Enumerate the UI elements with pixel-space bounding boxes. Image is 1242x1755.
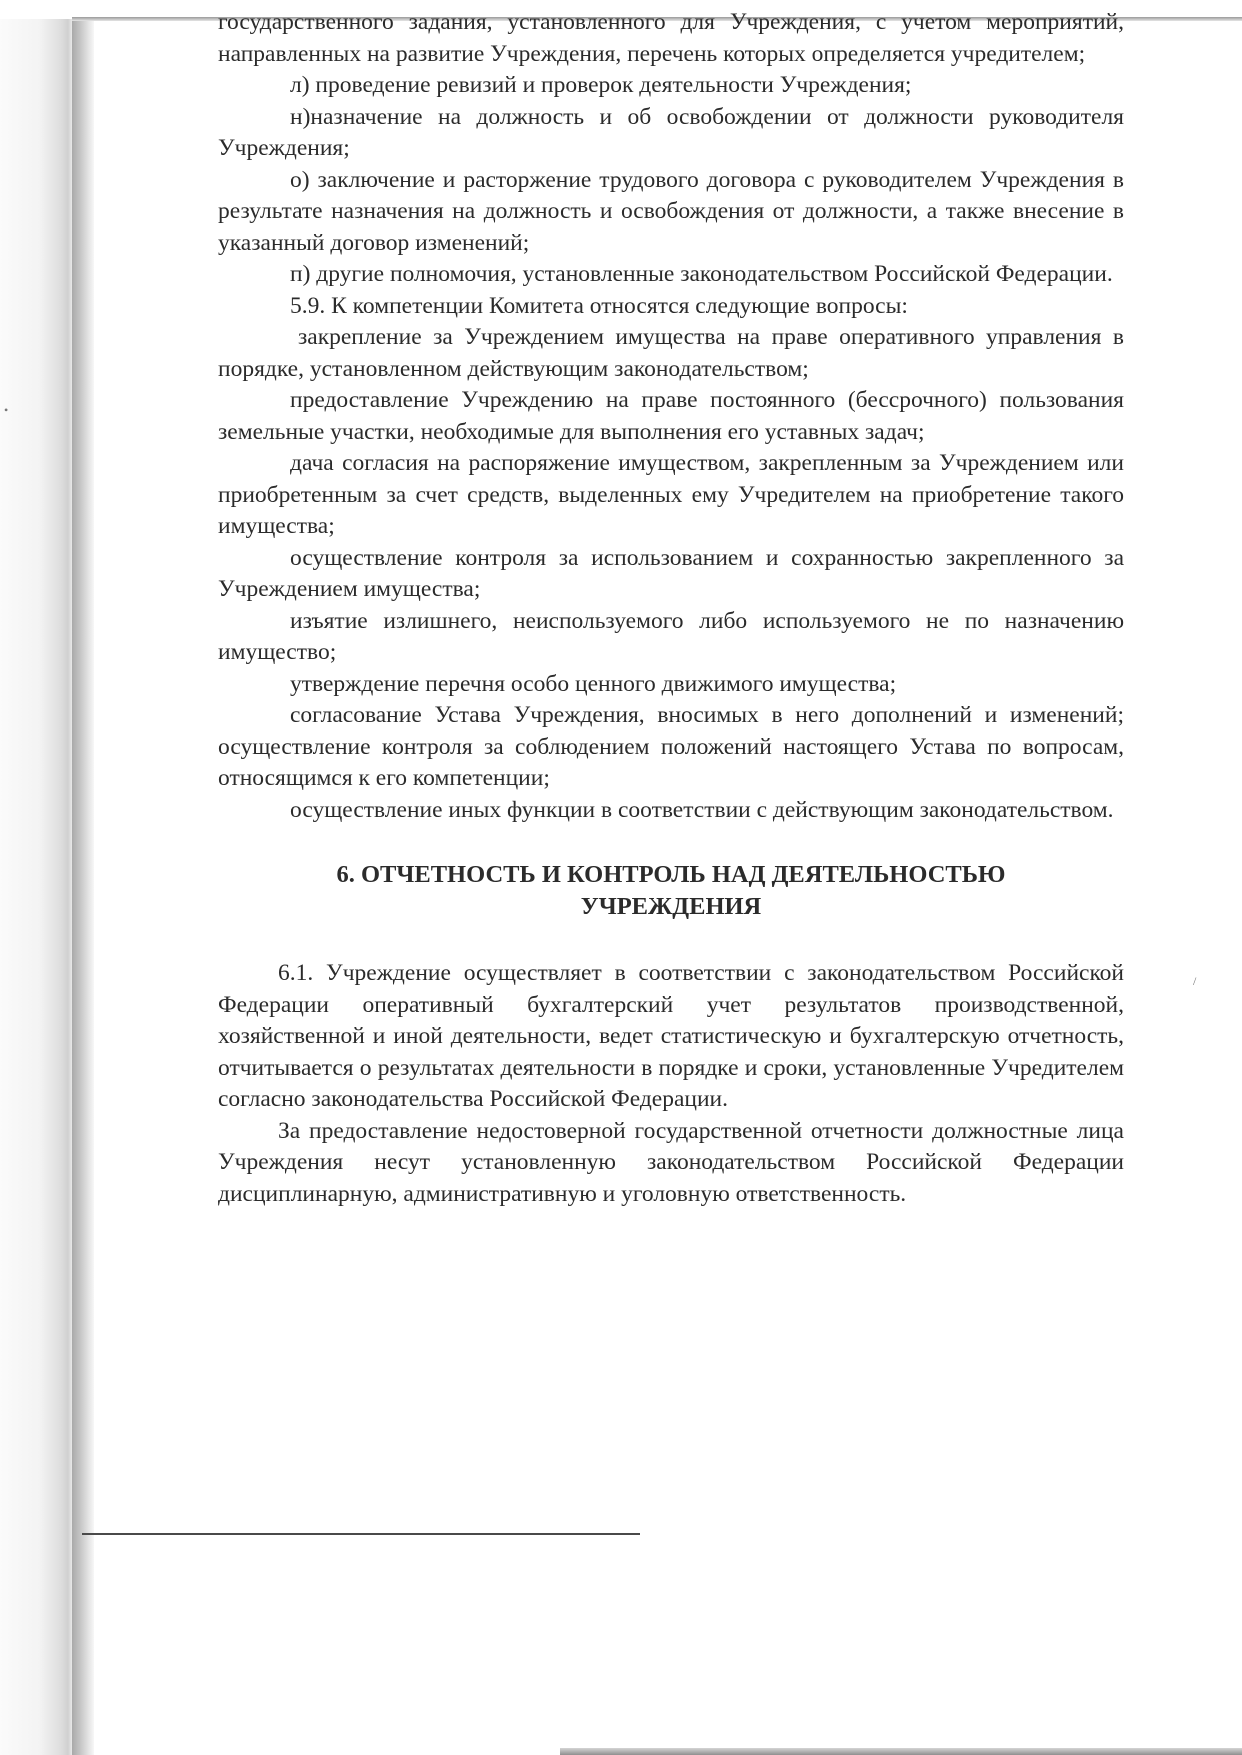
horizontal-rule [82,1533,640,1535]
paragraph: согласование Устава Учреждения, вносимых в него дополнений и изменений; осуществление контроля за соблюдением положений настоящего Устава по вопросам, относящимся к его компетенции; [218,702,1124,791]
paragraph: п) другие полномочия, установленные законодательством Российской Федерации. [290,261,1113,287]
paragraph: утверждение перечня особо ценного движимого имущества; [290,670,897,697]
scan-speck: • [4,403,9,417]
paragraph: н)назначение на должность и об освобождении от должности руководителя Учреждения; [218,103,1124,161]
paragraph: л) проведение ревизий и проверок деятельности Учреждения; [290,72,912,98]
scan-speck: / [1193,974,1197,988]
document-page [218,9,1124,1210]
paragraph: предоставление Учреждению на праве постоянного (бессрочного) пользования земельные участки, необходимые для выполнения его уставных задач; [218,387,1124,445]
scan-page-edge-shadow [72,19,94,1755]
section-heading [218,859,1124,922]
paragraph: о) заключение и расторжение трудового договора с руководителем Учреждения в результате назначения на должность и освобождения от должности, а также внесение в указанный договор изменений; [218,166,1124,256]
section-heading-line: 6. ОТЧЕТНОСТЬ И КОНТРОЛЬ НАД ДЕЯТЕЛЬНОСТЬЮ [336,861,1006,888]
scan-bottom-edge-shadow [560,1748,1242,1755]
paragraph: закрепление за Учреждением имущества на праве оперативного управления в порядке, установленном действующим законодательством; [218,324,1124,382]
paragraph: дача согласия на распоряжение имуществом, закрепленным за Учреждением или приобретенным за счет средств, выделенных ему Учредителем на приобретение такого имущества; [218,450,1124,539]
paragraph: государственного задания, установленного для Учреждения, с учетом мероприятий, направленных на развитие Учреждения, перечень которых определяется учредителем; [218,9,1124,67]
paragraph: осуществление иных функции в соответствии с действующим законодательством. [290,796,1114,823]
paragraph: 5.9. К компетенции Комитета относятся следующие вопросы: [290,292,908,319]
scan-left-margin [0,19,72,1755]
paragraph: 6.1. Учреждение осуществляет в соответствии с законодательством Российской Федерации оперативный бухгалтерский учет результатов производственной, хозяйственной и иной деятельности, ведет статистическую и бухгалтерскую отчетность, отчитывается о результатах деятельности в порядке и сроки, установленные Учредителем согласно законодательства Российской Федерации. [218,960,1124,1112]
paragraph: осуществление контроля за использованием и сохранностью закрепленного за Учреждением имущества; [218,544,1124,602]
section-heading-line: УЧРЕЖДЕНИЯ [580,892,762,920]
paragraph: За предоставление недостоверной государственной отчетности должностные лица Учреждения несут установленную законодательством Российской Федерации дисциплинарную, административную и уголовную ответственность. [218,1117,1124,1207]
paragraph: изъятие излишнего, неиспользуемого либо используемого не по назначению имущество; [218,607,1124,665]
